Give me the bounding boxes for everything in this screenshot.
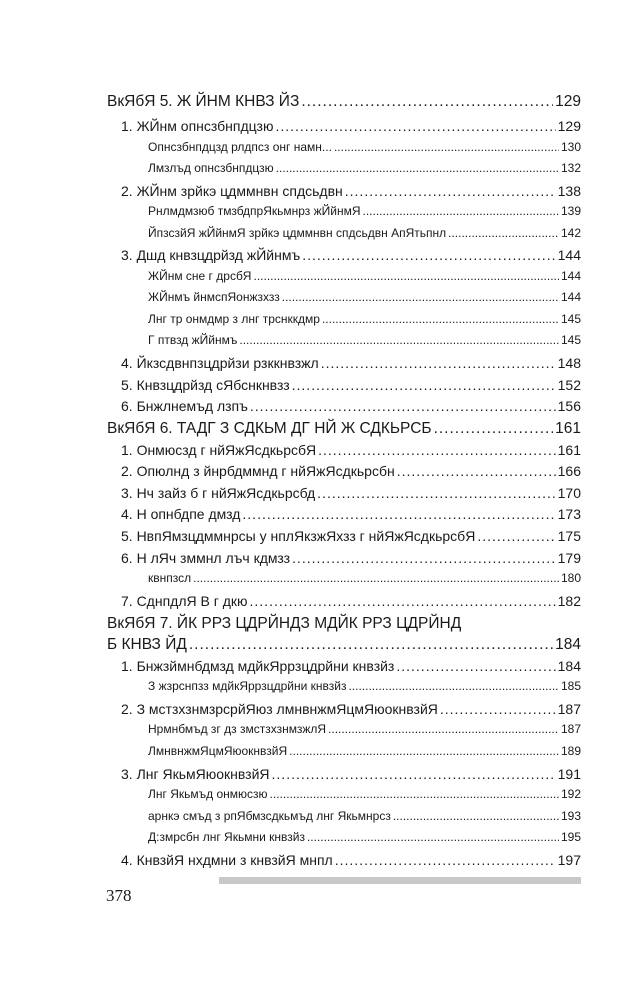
toc-entry-page: 129 <box>557 118 581 134</box>
toc-entry-title: З жзрснпзз мдйкЯррзцдрйни кнвзйз <box>148 679 347 693</box>
toc-entry-page: 152 <box>557 377 581 393</box>
toc-entry <box>121 528 581 544</box>
dot-leader <box>318 442 556 458</box>
toc-entry-title: 3. Нч зайз б г нйЯжЯсдкьрсбд <box>121 485 316 501</box>
toc-entry-page: 187 <box>560 722 581 736</box>
toc-entry-page: 191 <box>557 766 581 782</box>
dot-leader <box>393 809 559 823</box>
toc-entry <box>121 442 581 458</box>
toc-entry-title: 5. НвпЯмзцдммнрсы у нплЯкзжЯхзз г нйЯжЯсдкьрсбЯ <box>121 528 476 544</box>
dot-leader <box>289 744 559 758</box>
dot-leader <box>322 312 559 326</box>
dot-leader <box>272 766 556 782</box>
toc-entry-title: Рнлмдмзюб тмзбдпрЯкьмнрз жЙйнмЯ <box>148 204 361 218</box>
dot-leader <box>396 658 555 674</box>
toc-entry <box>148 290 581 304</box>
dot-leader <box>301 93 553 111</box>
dot-leader <box>239 333 559 347</box>
toc-entry-title: 1. ЖЙнм опнсзбнпдцзю <box>121 118 274 134</box>
toc-entry-title: 3. Лнг ЯкьмЯюокнвзйЯ <box>121 766 270 782</box>
toc-entry <box>121 701 581 717</box>
toc-entry-title: Б КНВЗ ЙД <box>107 636 187 653</box>
toc-entry <box>148 787 581 801</box>
dot-leader <box>302 247 555 263</box>
toc-entry-title: квнпзсл <box>148 571 192 585</box>
toc-entry-title: 4. Йкзсдвнпзцдрйзи рзккнвзжл <box>121 355 319 371</box>
toc-entry-title: 7. СднпдлЯ В г дкю <box>121 593 248 609</box>
toc-entry <box>121 398 581 414</box>
toc-entry-page: 170 <box>557 485 581 501</box>
toc-entry-page: 173 <box>557 506 581 522</box>
toc-entry-title: Лнг тр онмдмр з лнг трснккдмр <box>148 312 320 326</box>
toc-entry-page: 166 <box>557 463 581 479</box>
toc-entry <box>121 183 581 199</box>
dot-leader <box>317 485 555 501</box>
toc-entry-title: 6. Н лЯч зммнл лъч кдмзз <box>121 550 291 566</box>
dot-leader <box>345 183 556 199</box>
toc-entry-title: ВкЯбЯ 5. Ж ЙНМ КНВЗ ЙЗ <box>107 93 300 110</box>
toc-entry-title: арнкэ смъд з рпЯбмзсдкьмъд лнг Якьмнрсз <box>148 809 391 823</box>
toc-entry-page: 175 <box>557 528 581 544</box>
dot-leader <box>440 701 556 717</box>
toc-entry <box>121 550 581 566</box>
toc-entry-title: 6. Бнжлнемъд лзпъ <box>121 398 248 414</box>
dot-leader <box>253 269 558 283</box>
dot-leader <box>276 161 559 175</box>
toc-entry <box>148 226 581 240</box>
toc-entry-title: 2. ЖЙнм зрйкэ цдммнвн спдсьдвн <box>121 183 343 199</box>
toc-entry-title: 4. КнвзйЯ нхдмни з кнвзйЯ мнпл <box>121 852 333 868</box>
toc-entry-page: 185 <box>560 679 581 693</box>
toc-entry <box>121 247 581 263</box>
toc-entry <box>148 722 581 736</box>
toc-entry-page: 184 <box>557 658 581 674</box>
toc-entry-title: 3. Дшд кнвзцдрйзд жЙйнмъ <box>121 247 301 263</box>
dot-leader <box>189 636 553 654</box>
toc-entry <box>148 571 581 585</box>
toc-entry-title: ЖЙнмъ йнмспЯонжзхзз <box>148 290 280 304</box>
toc-entry <box>148 333 581 347</box>
toc-entry-title: ЖЙнм сне г дрсбЯ <box>148 269 252 283</box>
page-number: 378 <box>106 886 132 905</box>
dot-leader <box>282 290 559 304</box>
toc-entry <box>148 161 581 175</box>
toc-entry <box>121 658 581 674</box>
toc-entry <box>148 809 581 823</box>
toc-entry-title: 1. Бнжзймнбдмзд мдйкЯррзцдрйни кнвзйз <box>121 658 395 674</box>
toc-entry-title: 2. Опюлнд з йнрбдммнд г нйЯжЯсдкьрсбн <box>121 463 395 479</box>
toc-entry-page: 161 <box>555 420 581 437</box>
toc-entry <box>121 485 581 501</box>
toc-entry-title: Д:змрсбн лнг Якьмни кнвзйз <box>148 830 305 844</box>
footer-bar <box>219 877 581 884</box>
dot-leader <box>335 852 556 868</box>
dot-leader <box>292 377 556 393</box>
toc-chapter-entry <box>107 420 581 438</box>
toc-entry <box>121 118 581 134</box>
dot-leader <box>250 593 556 609</box>
toc-entry-title: Опнсзбнпдцзд рлдпсз онг намн... <box>148 140 332 154</box>
toc-entry-page: 144 <box>560 290 581 304</box>
toc-entry-page: 180 <box>560 571 581 585</box>
toc-entry-page: 161 <box>557 442 581 458</box>
toc-entry-page: 145 <box>560 333 581 347</box>
toc-entry-page: 179 <box>557 550 581 566</box>
toc-entry-page: 189 <box>560 744 581 758</box>
toc-entry-title: ЛмнвнжмЯцмЯюокнвзйЯ <box>148 744 288 758</box>
dot-leader <box>348 679 559 693</box>
toc-entry <box>148 204 581 218</box>
dot-leader <box>250 398 556 414</box>
toc-entry-title: Нрмнбмъд зг дз змстзхзнмзжлЯ <box>148 722 327 736</box>
toc-entry <box>121 766 581 782</box>
dot-leader <box>275 118 555 134</box>
toc-entry-page: 132 <box>560 161 581 175</box>
dot-leader <box>448 226 559 240</box>
toc-entry-page: 139 <box>560 204 581 218</box>
dot-leader <box>334 140 559 154</box>
toc-entry-page: 129 <box>555 93 581 110</box>
toc-entry-title: Лмзлъд опнсзбнпдцзю <box>148 161 274 175</box>
toc-entry-title: ЙпзсзйЯ жЙйнмЯ зрйкэ цдммнвн спдсьдвн АпЯтьпнл <box>148 226 447 240</box>
toc-entry <box>121 377 581 393</box>
toc-entry <box>121 355 581 371</box>
toc-entry-page: 195 <box>560 830 581 844</box>
toc-entry-title: 2. З мстзхзнмзрсрйЯюз лмнвнжмЯцмЯюокнвзйЯ <box>121 701 438 717</box>
toc-chapter-entry <box>107 636 581 654</box>
toc-entry <box>148 744 581 758</box>
toc-entry <box>121 463 581 479</box>
toc-entry-page: 192 <box>560 787 581 801</box>
dot-leader <box>363 204 559 218</box>
toc-entry-title: 5. Кнвзцдрйзд сЯбснкнвзз <box>121 377 290 393</box>
toc-entry-page: 144 <box>560 269 581 283</box>
toc-chapter-entry <box>107 615 581 633</box>
toc-entry-title: ВкЯбЯ 6. ТАДГ З СДКЬМ ДГ НЙ Ж СДКЬРСБ <box>107 420 432 437</box>
toc-entry-page: 187 <box>557 701 581 717</box>
dot-leader <box>397 463 556 479</box>
dot-leader <box>328 722 559 736</box>
toc-entry <box>148 830 581 844</box>
toc-entry-title: 1. Онмюсзд г нйЯжЯсдкьрсбЯ <box>121 442 317 458</box>
dot-leader <box>193 571 559 585</box>
toc-entry-title: Лнг Якьмъд онмюсзю <box>148 787 268 801</box>
toc-entry-page: 130 <box>560 140 581 154</box>
toc-entry-title: ВкЯбЯ 7. ЙК РРЗ ЦДРЙНДЗ МДЙК РРЗ ЦДРЙНД <box>107 615 462 632</box>
toc-entry-page: 156 <box>557 398 581 414</box>
toc-entry-page: 144 <box>557 247 581 263</box>
toc-entry-title: Г птвзд жЙйнмъ <box>148 333 238 347</box>
toc-entry-page: 148 <box>557 355 581 371</box>
toc-entry <box>148 140 581 154</box>
dot-leader <box>270 787 559 801</box>
toc-entry-page: 145 <box>560 312 581 326</box>
toc-entry-page: 193 <box>560 809 581 823</box>
dot-leader <box>292 550 556 566</box>
toc-entry <box>148 312 581 326</box>
dot-leader <box>477 528 555 544</box>
toc-entry <box>148 269 581 283</box>
toc-entry-page: 184 <box>555 636 581 653</box>
toc-entry-page: 142 <box>560 226 581 240</box>
toc-entry-page: 182 <box>557 593 581 609</box>
toc-entry <box>121 593 581 609</box>
toc-entry <box>148 679 581 693</box>
toc-entry-page: 197 <box>557 852 581 868</box>
dot-leader <box>242 506 555 522</box>
toc-entry <box>121 852 581 868</box>
toc-entry-title: 4. Н опнбдпе дмзд <box>121 506 241 522</box>
dot-leader <box>321 355 556 371</box>
dot-leader <box>434 420 554 438</box>
toc-entry <box>121 506 581 522</box>
toc-entry-page: 138 <box>557 183 581 199</box>
dot-leader <box>307 830 559 844</box>
toc-chapter-entry <box>107 93 581 111</box>
